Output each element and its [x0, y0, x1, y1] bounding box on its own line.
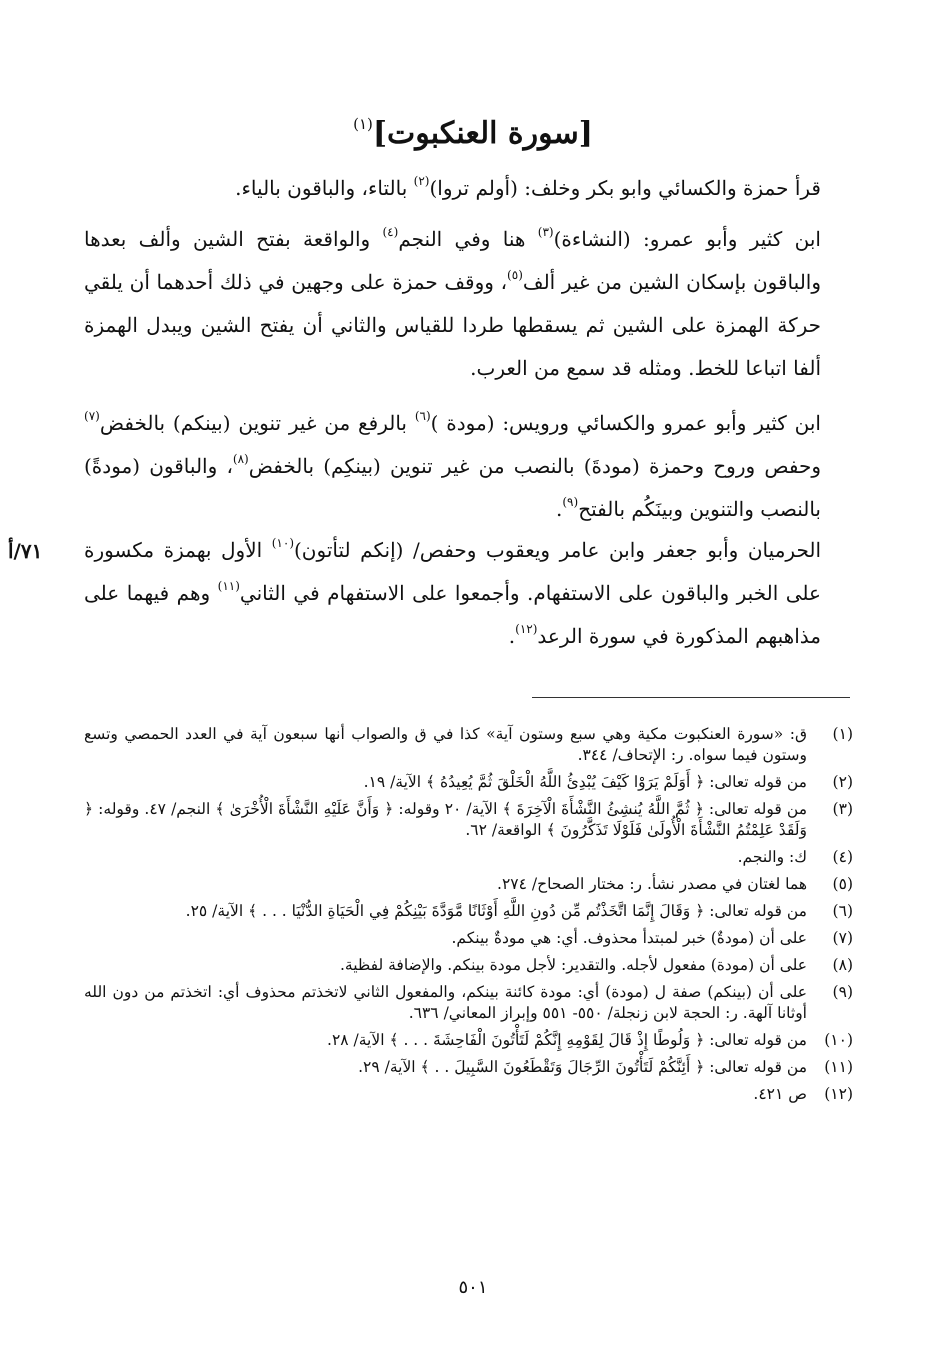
footnote-number: (٥) [832, 875, 853, 893]
footnotes-section [84, 724, 853, 1111]
footnote-text: على أن (مودة) مفعول لأجله. والتقدير: لأجل مودة بينكم. والإضافة لفظية. [339, 956, 807, 974]
footnote-text: على أن (مودةٌ) خبر لمبتدأ محذوف. أي: هي مودةٌ بينكم. [451, 929, 807, 947]
footnote-number: (٣) [832, 800, 853, 818]
footnote-item [84, 799, 853, 841]
footnote-ref: (١٠) [271, 536, 294, 550]
footnote-text: من قوله تعالى: ﴿ ثُمَّ اللَّهُ يُنشِئُ النَّشْأَةَ الْآخِرَةَ ﴾ الآية/ ٢٠ وقوله: ﴿ وَأَنَّ عَلَيْهِ النَّشْأَةَ الْأُخْرَىٰ ﴾ النجم/ ٤٧. وقوله: ﴿ وَلَقَدْ عَلِمْتُمُ النَّشْأَةَ الْأُولَىٰ فَلَوْلَا تَذَكَّرُونَ ﴾ الواقعة/ ٦٢. [84, 800, 807, 839]
footnote-item [84, 772, 853, 793]
footnote-ref: (٣) [537, 225, 554, 239]
footnote-item [84, 955, 853, 976]
manuscript-folio-marker: ٧١/أ [8, 539, 43, 563]
footnote-text: ص ٤٢١. [753, 1085, 807, 1103]
text-run: وحفص وروح وحمزة (مودةَ) بالنصب من غير تنوين (بينكِم) بالخفض [248, 454, 821, 478]
text-run: قرأ حمزة والكسائي وابو بكر وخلف: (أولم تروا) [429, 176, 821, 200]
text-run: . [556, 497, 563, 521]
footnote-number: (١) [832, 725, 853, 743]
footnote-number: (١٠) [824, 1031, 853, 1049]
surah-title [0, 100, 946, 158]
footnote-ref: (٤) [382, 225, 399, 239]
text-run: الحرميان وأبو جعفر وابن عامر ويعقوب وحفص/ (إنكم لتأتون) [294, 538, 821, 562]
text-run: ابن كثير وأبو عمرو: (النشاءة) [553, 227, 821, 251]
footnote-item [84, 1030, 853, 1051]
footnote-text: من قوله تعالى: ﴿ أَوَلَمْ يَرَوْا كَيْفَ يُبْدِئُ اللَّهُ الْخَلْقَ ثُمَّ يُعِيدُهُ ﴾ الآية/ ١٩. [363, 773, 807, 791]
footnote-text: من قوله تعالى: ﴿ وَقَالَ إِنَّمَا اتَّخَذْتُم مِّن دُونِ اللَّهِ أَوْثَانًا مَّوَدَّةَ بَيْنِكُمْ فِي الْحَيَاةِ الدُّنْيَا . . . ﴾ الآية/ ٢٥. [185, 902, 807, 920]
footnote-item [84, 982, 853, 1024]
text-run: وهم فيهما على مذاهبهم المذكورة في سورة الرعد [84, 581, 821, 648]
footnote-ref: (١٢) [515, 622, 538, 636]
paragraph-1 [84, 167, 821, 210]
footnote-divider [532, 697, 850, 698]
footnote-text: هما لغتان في مصدر نشأ. ر: مختار الصحاح/ ٢٧٤. [497, 875, 807, 893]
footnote-item [84, 724, 853, 766]
paragraph-3 [84, 402, 821, 531]
page-number: ٥٠١ [458, 1277, 488, 1298]
text-run: هنا وفي النجم [398, 227, 538, 251]
footnote-ref: (١) [353, 115, 373, 133]
text-run: الأول بهمزة مكسورة على الخبر والباقون على الاستفهام. وأجمعوا على الاستفهام في الثاني [84, 538, 821, 605]
footnote-number: (٦) [832, 902, 853, 920]
footnote-ref: (١١) [217, 579, 240, 593]
paragraph-4 [84, 529, 821, 658]
text-run: ابن كثير وأبو عمرو والكسائي ورويس: (مودة ) [430, 411, 821, 435]
footnote-ref: (٥) [507, 268, 523, 282]
footnote-number: (١٢) [824, 1085, 853, 1103]
footnote-number: (١١) [824, 1058, 853, 1076]
footnote-number: (٢) [832, 773, 853, 791]
footnote-item [84, 1084, 853, 1105]
footnote-text: من قوله تعالى: ﴿ وَلُوطًا إِذْ قَالَ لِقَوْمِهِ إِنَّكُمْ لَتَأْتُونَ الْفَاحِشَةَ . . . ﴾ الآية/ ٢٨. [327, 1031, 807, 1049]
text-run: ، والباقون (مودةً) بالنصب والتنوين وبينَكُم بالفتح [84, 454, 821, 521]
footnote-number: (٧) [832, 929, 853, 947]
footnote-text: ق: «سورة العنكبوت مكية وهي سبع وستون آية» كذا في ق والصواب أنها سبعون آية في العدد الحمصي وتسع وستون فيما سواه. ر: الإتحاف/ ٣٤٤. [84, 725, 807, 764]
footnote-item [84, 928, 853, 949]
footnote-ref: (٢) [413, 174, 430, 188]
footnote-number: (٨) [832, 956, 853, 974]
text-run: والواقعة بفتح الشين وألف بعدها والباقون بإسكان الشين من غير ألف [84, 227, 821, 294]
footnote-item [84, 847, 853, 868]
footnote-number: (٩) [832, 983, 853, 1001]
footnote-ref: (٧) [84, 409, 100, 423]
footnote-text: ك: والنجم. [737, 848, 807, 866]
footnote-number: (٤) [832, 848, 853, 866]
footnote-item [84, 901, 853, 922]
footnote-ref: (٦) [414, 409, 431, 423]
footnote-ref: (٨) [232, 452, 249, 466]
footnote-text: من قوله تعالى: ﴿ أَئِنَّكُمْ لَتَأْتُونَ الرِّجَالَ وَتَقْطَعُونَ السَّبِيلَ . . ﴾ الآية/ ٢٩. [358, 1058, 807, 1076]
text-run: بالرفع من غير تنوين (بينكم) بالخفض [99, 411, 415, 435]
footnote-text: على أن (بينكم) صفة ل (مودة) أي: مودة كائنة بينكم، والمفعول الثاني لاتخذتم محذوف أي: اتخذتم من دون الله أوثانا آلهة. ر: الحجة لابن زنجلة/ ٥٥٠- ٥٥١ وإبراز المعاني/ ٦٣٦. [84, 983, 807, 1022]
text-run: ، ووقف حمزة على وجهين في ذلك أحدهما أن يلقي حركة الهمزة على الشين ثم يسقطها طردا للقياس والثاني أن يفتح الشين ويبدل الهمزة ألفا اتباعا للخط. ومثله قد سمع من العرب. [84, 270, 821, 380]
surah-title-text: [سورة العنكبوت] [372, 116, 593, 151]
text-run: . [508, 624, 516, 648]
footnote-item [84, 1057, 853, 1078]
footnote-item [84, 874, 853, 895]
paragraph-2 [84, 218, 821, 390]
footnote-ref: (٩) [562, 495, 579, 509]
text-run: بالتاء، والباقون بالياء. [235, 176, 414, 200]
